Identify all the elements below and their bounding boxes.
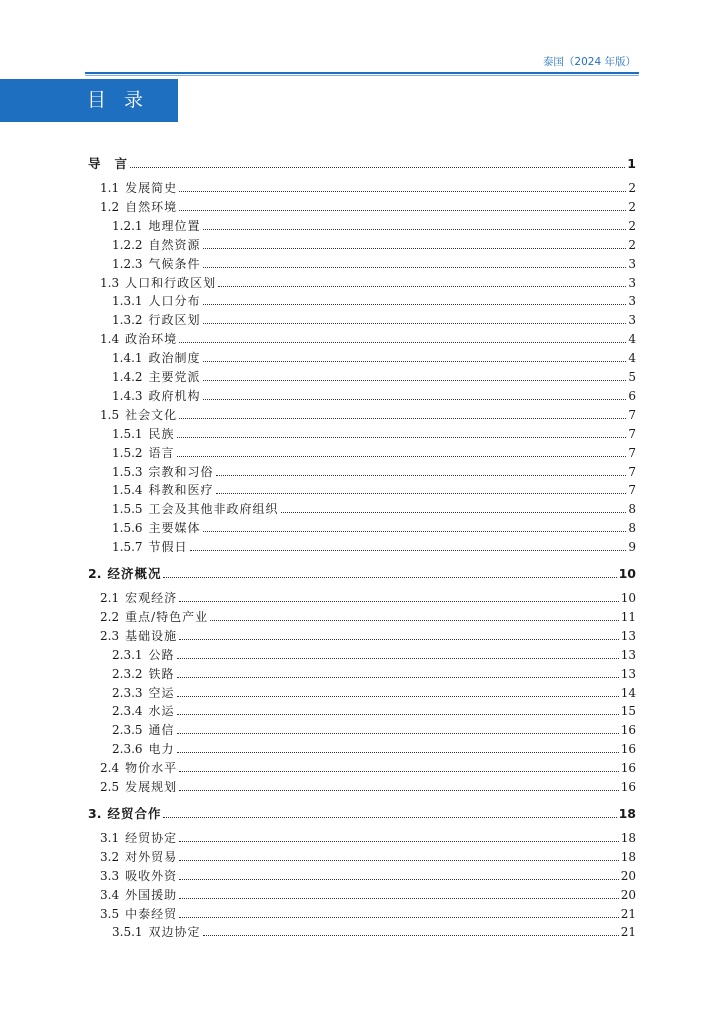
toc-entry-title: 言 xyxy=(114,156,129,171)
toc-entry-number: 2.3.3 xyxy=(112,685,143,700)
toc-dot-leader xyxy=(203,398,627,400)
toc-entry-title: 外国援助 xyxy=(125,887,178,902)
toc-dot-leader xyxy=(179,916,619,918)
toc-page-number: 13 xyxy=(620,666,636,681)
toc-entry[interactable] xyxy=(100,590,636,606)
toc-entry-title: 经贸协定 xyxy=(125,830,178,845)
toc-page-number: 10 xyxy=(618,566,636,581)
toc-entry-number: 1.5.3 xyxy=(112,464,143,479)
toc-entry-title: 经济概况 xyxy=(107,566,162,581)
toc-entry-number: 1.4 xyxy=(100,332,120,347)
toc-page-number: 14 xyxy=(620,685,636,700)
toc-chapter-entry[interactable] xyxy=(88,806,636,822)
toc-entry[interactable] xyxy=(112,924,636,940)
toc-dot-leader xyxy=(281,511,627,513)
toc-entry-title: 水运 xyxy=(148,704,175,719)
toc-page-number: 18 xyxy=(620,849,636,864)
toc-entry-title: 中泰经贸 xyxy=(125,906,178,921)
toc-entry[interactable] xyxy=(100,779,636,795)
toc-entry-number: 1.2 xyxy=(100,199,120,214)
toc-entry-number: 1.5.6 xyxy=(112,521,143,536)
toc-dot-leader xyxy=(177,436,627,438)
toc-dot-leader xyxy=(179,638,619,640)
toc-entry[interactable] xyxy=(112,520,636,536)
toc-dot-leader xyxy=(216,474,627,476)
toc-page-number: 1 xyxy=(627,156,636,171)
running-header: 泰国（2024 年版） xyxy=(542,56,636,68)
toc-entry[interactable] xyxy=(112,482,636,498)
toc-page-number: 7 xyxy=(628,407,636,422)
toc-dot-leader xyxy=(179,417,626,419)
toc-page-number: 21 xyxy=(620,906,636,921)
toc-entry-title: 发展规划 xyxy=(125,780,178,794)
toc-entry-title: 宏观经济 xyxy=(125,591,178,605)
toc-page-number: 4 xyxy=(628,351,636,366)
toc-entry-title: 铁路 xyxy=(148,666,175,681)
toc-entry[interactable] xyxy=(100,180,636,196)
toc-entry[interactable] xyxy=(112,666,636,682)
toc-entry-title: 人口分布 xyxy=(148,294,201,309)
toc-entry-title: 通信 xyxy=(148,723,175,738)
toc-dot-leader xyxy=(203,266,627,268)
toc-dot-leader xyxy=(216,492,627,494)
toc-dot-leader xyxy=(179,341,626,343)
toc-entry-number: 1.4.3 xyxy=(112,388,143,403)
toc-page-number: 10 xyxy=(620,591,636,605)
toc-entry-title: 重点/特色产业 xyxy=(125,609,209,624)
toc-entry-number: 2.3.4 xyxy=(112,704,143,719)
toc-entry[interactable] xyxy=(112,218,636,234)
toc-dot-leader xyxy=(177,695,619,697)
toc-entry-number: 1.5.7 xyxy=(112,540,143,555)
toc-entry-title: 双边协定 xyxy=(148,925,201,940)
toc-entry-number: 3. xyxy=(88,805,102,821)
toc-banner: 目录 xyxy=(0,79,178,122)
toc-entry[interactable] xyxy=(100,760,636,776)
toc-page-number: 16 xyxy=(620,742,636,757)
toc-page-number: 3 xyxy=(628,256,636,271)
toc-page-number: 8 xyxy=(628,521,636,536)
toc-page-number: 7 xyxy=(628,483,636,498)
toc-page-number: 16 xyxy=(620,761,636,776)
toc-entry-number: 2.1 xyxy=(100,591,120,605)
toc-entry[interactable] xyxy=(112,256,636,272)
toc-entry-number: 3.5.1 xyxy=(112,925,143,940)
toc-entry-title: 人口和行政区划 xyxy=(125,275,217,290)
toc-dot-leader xyxy=(177,657,619,659)
toc-entry-number: 1.4.1 xyxy=(112,351,143,366)
toc-page-number: 20 xyxy=(620,887,636,902)
toc-page-number: 2 xyxy=(628,218,636,233)
toc-entry-title: 吸收外资 xyxy=(125,868,178,883)
toc-entry-title: 民族 xyxy=(148,426,175,441)
toc-entry[interactable] xyxy=(112,722,636,738)
toc-entry[interactable] xyxy=(100,868,636,884)
toc-page-number: 4 xyxy=(628,332,636,347)
toc-entry-number: 2.3 xyxy=(100,628,120,643)
toc-page-number: 7 xyxy=(628,426,636,441)
toc-entry[interactable] xyxy=(112,312,636,328)
toc-entry-title: 发展简史 xyxy=(125,181,178,195)
toc-entry[interactable] xyxy=(112,647,636,663)
toc-entry[interactable] xyxy=(100,887,636,903)
toc-entry-number: 1.3.1 xyxy=(112,294,143,309)
toc-entry-number: 3.1 xyxy=(100,830,120,845)
toc-entry-title: 政府机构 xyxy=(148,388,201,403)
toc-dot-leader xyxy=(179,600,619,602)
toc-entry[interactable] xyxy=(100,830,636,846)
toc-entry[interactable] xyxy=(112,539,636,555)
toc-entry-title: 气候条件 xyxy=(148,256,201,271)
header-rule-thin xyxy=(85,75,639,76)
toc-page-number: 13 xyxy=(620,628,636,643)
toc-entry[interactable] xyxy=(100,275,636,291)
toc-dot-leader xyxy=(203,934,619,936)
toc-entry[interactable] xyxy=(112,501,636,517)
toc-entry[interactable] xyxy=(112,350,636,366)
toc-entry-title: 公路 xyxy=(148,647,175,662)
toc-entry-number: 3.4 xyxy=(100,887,120,902)
toc-page-number: 13 xyxy=(620,647,636,662)
header-rule xyxy=(85,72,639,74)
toc-entry[interactable] xyxy=(100,906,636,922)
toc-dot-leader xyxy=(218,285,626,287)
toc-dot-leader xyxy=(130,166,625,168)
toc-entry-title: 政治制度 xyxy=(148,351,201,366)
toc-dot-leader xyxy=(163,816,616,818)
toc-entry-number: 1.5.5 xyxy=(112,502,143,517)
toc-chapter-entry[interactable] xyxy=(88,566,636,582)
toc-dot-leader xyxy=(177,751,619,753)
toc-entry-title: 基础设施 xyxy=(125,628,178,643)
toc-entry-number: 1.2.2 xyxy=(112,237,143,252)
toc-entry[interactable] xyxy=(100,331,636,347)
toc-page-number: 5 xyxy=(628,370,636,384)
toc-page-number: 7 xyxy=(628,464,636,479)
toc-entry-number: 1.3.2 xyxy=(112,313,143,328)
toc-entry-number: 2.3.6 xyxy=(112,742,143,757)
toc-entry-number: 2.2 xyxy=(100,609,120,624)
toc-dot-leader xyxy=(179,897,619,899)
toc-entry-number: 1.3 xyxy=(100,275,120,290)
toc-entry-number: 2.4 xyxy=(100,761,120,776)
toc-page-number: 21 xyxy=(620,925,636,940)
toc-page-number: 6 xyxy=(628,388,636,403)
toc-dot-leader xyxy=(177,676,619,678)
toc-entry-number: 1.5.4 xyxy=(112,483,143,498)
toc-dot-leader xyxy=(203,247,627,249)
toc-dot-leader xyxy=(177,713,619,715)
toc-entry-number: 导 xyxy=(88,156,101,171)
toc-entry[interactable] xyxy=(100,199,636,215)
toc-page-number: 16 xyxy=(620,723,636,738)
toc-page-number: 16 xyxy=(620,780,636,794)
toc-page-number: 8 xyxy=(628,502,636,517)
toc-entry-title: 节假日 xyxy=(148,540,188,555)
toc-entry[interactable] xyxy=(112,426,636,442)
toc-entry[interactable] xyxy=(112,388,636,404)
toc-entry-number: 2.3.1 xyxy=(112,647,143,662)
toc-page-number: 9 xyxy=(628,540,636,555)
toc-dot-leader xyxy=(179,859,619,861)
toc-dot-leader xyxy=(203,322,627,324)
toc-page-number: 2 xyxy=(628,181,636,195)
toc-entry[interactable] xyxy=(112,685,636,701)
toc-dot-leader xyxy=(203,303,627,305)
toc-page-number: 3 xyxy=(628,275,636,290)
toc-entry-title: 语言 xyxy=(148,445,175,460)
toc-page-number: 3 xyxy=(628,313,636,328)
toc-page-number: 11 xyxy=(620,609,636,624)
toc-entry-title: 主要媒体 xyxy=(148,521,201,536)
toc-entry-number: 2. xyxy=(88,566,102,581)
toc-entry[interactable] xyxy=(112,703,636,719)
toc-entry[interactable] xyxy=(112,741,636,757)
toc-entry-number: 1.5.2 xyxy=(112,445,143,460)
toc-entry[interactable] xyxy=(112,237,636,253)
toc-entry-title: 自然环境 xyxy=(125,199,178,214)
toc-entry-number: 1.2.3 xyxy=(112,256,143,271)
toc-entry[interactable] xyxy=(112,293,636,309)
toc-entry-number: 1.5.1 xyxy=(112,426,143,441)
toc-entry-number: 2.3.5 xyxy=(112,723,143,738)
toc-page-number: 18 xyxy=(620,830,636,845)
toc-entry-number: 3.3 xyxy=(100,868,120,883)
toc-dot-leader xyxy=(190,549,627,551)
toc-entry-number: 1.5 xyxy=(100,407,120,422)
toc-entry-title: 工会及其他非政府组织 xyxy=(148,502,279,517)
toc-entry-title: 主要党派 xyxy=(148,370,201,384)
toc-page-number: 18 xyxy=(618,805,636,821)
toc-entry-title: 科教和医疗 xyxy=(148,483,214,498)
toc-page-number: 2 xyxy=(628,199,636,214)
toc-dot-leader xyxy=(163,576,616,578)
toc-dot-leader xyxy=(177,455,627,457)
toc-dot-leader xyxy=(203,379,627,381)
toc-dot-leader xyxy=(179,209,626,211)
toc-entry-number: 2.5 xyxy=(100,780,120,794)
toc-entry[interactable] xyxy=(100,628,636,644)
toc-entry-title: 物价水平 xyxy=(125,761,178,776)
toc-entry-number: 3.2 xyxy=(100,849,120,864)
toc-chapter-entry[interactable] xyxy=(88,156,636,172)
toc-entry[interactable] xyxy=(100,609,636,625)
toc-entry-title: 行政区划 xyxy=(148,313,201,328)
toc-entry-title: 空运 xyxy=(148,685,175,700)
toc-entry-title: 宗教和习俗 xyxy=(148,464,214,479)
toc-dot-leader xyxy=(179,840,619,842)
toc-entry[interactable] xyxy=(100,849,636,865)
toc-dot-leader xyxy=(203,530,627,532)
toc-entry-title: 社会文化 xyxy=(125,407,178,422)
toc-page-number: 20 xyxy=(620,868,636,883)
toc-page-number: 2 xyxy=(628,237,636,252)
toc-entry-number: 1.2.1 xyxy=(112,218,143,233)
toc-entry[interactable] xyxy=(112,445,636,461)
toc-dot-leader xyxy=(179,878,619,880)
toc-entry-number: 3.5 xyxy=(100,906,120,921)
toc-entry[interactable] xyxy=(112,464,636,480)
toc-entry-title: 对外贸易 xyxy=(125,849,178,864)
toc-entry[interactable] xyxy=(100,407,636,423)
toc-dot-leader xyxy=(179,789,619,791)
toc-entry-number: 1.4.2 xyxy=(112,370,143,384)
toc-dot-leader xyxy=(210,619,619,621)
toc-entry-title: 自然资源 xyxy=(148,237,201,252)
toc-entry-number: 1.1 xyxy=(100,181,120,195)
toc-entry-title: 电力 xyxy=(148,742,175,757)
toc-dot-leader xyxy=(203,228,627,230)
toc-page-number: 15 xyxy=(620,704,636,719)
toc-dot-leader xyxy=(177,732,619,734)
toc-dot-leader xyxy=(179,770,619,772)
toc-dot-leader xyxy=(179,190,626,192)
toc-page-number: 3 xyxy=(628,294,636,309)
toc-entry-title: 地理位置 xyxy=(148,218,201,233)
toc-page-number: 7 xyxy=(628,445,636,460)
toc-entry-number: 2.3.2 xyxy=(112,666,143,681)
toc-entry[interactable] xyxy=(112,369,636,385)
toc-entry-title: 经贸合作 xyxy=(107,805,162,821)
toc-dot-leader xyxy=(203,360,627,362)
toc-entry-title: 政治环境 xyxy=(125,332,178,347)
